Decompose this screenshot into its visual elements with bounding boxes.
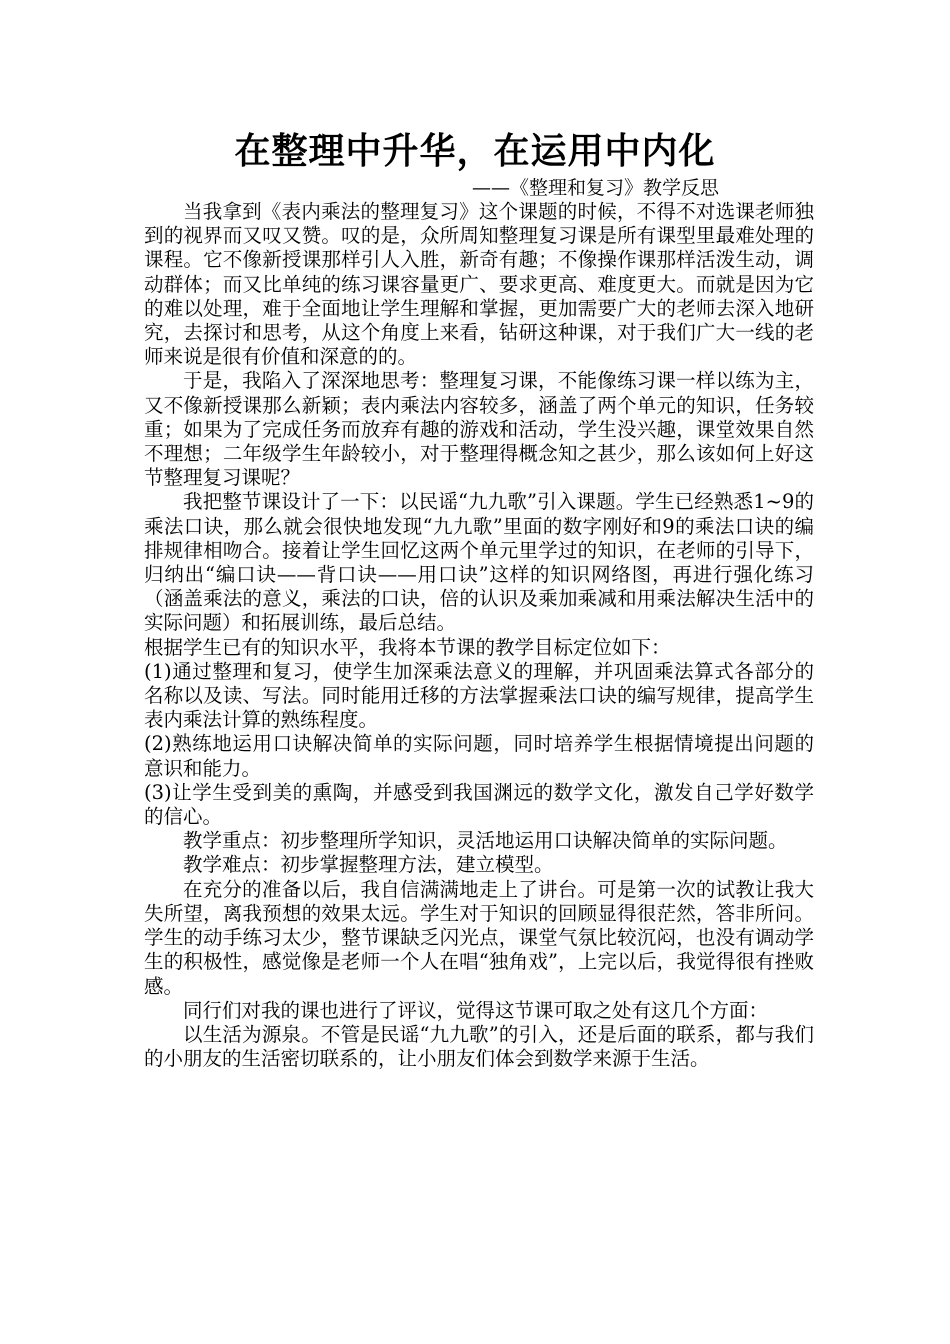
paragraph-objectives-intro: 根据学生已有的知识水平，我将本节课的教学目标定位如下： — [144, 635, 671, 659]
paragraph-first-trial: 在充分的准备以后，我自信满满地走上了讲台。可是第一次的试教让我大失所望，离我预想的效果太远。学生对于知识的回顾显得很茫然，答非所问。学生的动手练习太少，整节课缺乏闪光点，课堂气氛比较沉闷，也没有调动学生的积极性，感觉像是老师一个人在唱“独角戏”，上完以后，我觉得很有挫败感。 — [144, 877, 814, 998]
paragraph-design: 我把整节课设计了一下：以民谣“九九歌”引入课题。学生已经熟悉1~9的乘法口诀，那么就会很快地发现“九九歌”里面的数字刚好和9的乘法口诀的编排规律相吻合。接着让学生回忆这两个单元里学过的知识，在老师的引导下，归纳出“编口诀——背口诀——用口诀”这样的知识网络图，再进行强化练习（涵盖乘法的意义，乘法的口诀，倍的认识及乘加乘减和用乘法解决生活中的实际问题）和拓展训练，最后总结。 — [144, 490, 814, 635]
paragraph-objective-3: (3)让学生受到美的熏陶，并感受到我国渊远的数学文化，激发自己学好数学的信心。 — [144, 780, 814, 829]
paragraph-intro: 当我拿到《表内乘法的整理复习》这个课题的时候，不得不对选课老师独到的视界而又叹又赞。叹的是，众所周知整理复习课是所有课型里最难处理的课程。它不像新授课那样引人入胜，新奇有趣；不像操作课那样活泼生动，调动群体；而又比单纯的练习课容量更广、要求更高、难度更大。而就是因为它的难以处理，难于全面地让学生理解和掌握，更加需要广大的老师去深入地研究，去探讨和思考，从这个角度上来看，钻研这种课，对于我们广大一线的老师来说是很有价值和深意的的。 — [144, 200, 814, 369]
document-title: 在整理中升华，在运用中内化 — [234, 130, 716, 172]
paragraph-peer-review: 同行们对我的课也进行了评议，觉得这节课可取之处有这几个方面： — [183, 998, 769, 1022]
paragraph-difficulty: 教学难点：初步掌握整理方法，建立模型。 — [183, 853, 554, 877]
document-body — [144, 200, 814, 1071]
paragraph-objective-1: (1)通过整理和复习，使学生加深乘法意义的理解，并巩固乘法算式各部分的名称以及读、写法。同时能用迁移的方法掌握乘法口诀的编写规律，提高学生表内乘法计算的熟练程度。 — [144, 659, 814, 732]
paragraph-life-source: 以生活为源泉。不管是民谣“九九歌”的引入，还是后面的联系，都与我们的小朋友的生活密切联系的，让小朋友们体会到数学来源于生活。 — [144, 1022, 814, 1071]
paragraph-objective-2: (2)熟练地运用口诀解决简单的实际问题，同时培养学生根据情境提出问题的意识和能力。 — [144, 732, 814, 780]
paragraph-thinking: 于是，我陷入了深深地思考：整理复习课，不能像练习课一样以练为主，又不像新授课那么新颖；表内乘法内容较多，涵盖了两个单元的知识，任务较重；如果为了完成任务而放弃有趣的游戏和活动，学生没兴趣，课堂效果自然不理想；二年级学生年龄较小，对于整理得概念知之甚少，那么该如何上好这节整理复习课呢？ — [144, 369, 814, 490]
paragraph-key-point: 教学重点：初步整理所学知识，灵活地运用口诀解决简单的实际问题。 — [183, 829, 788, 853]
document-subtitle: ——《整理和复习》教学反思 — [472, 177, 720, 199]
